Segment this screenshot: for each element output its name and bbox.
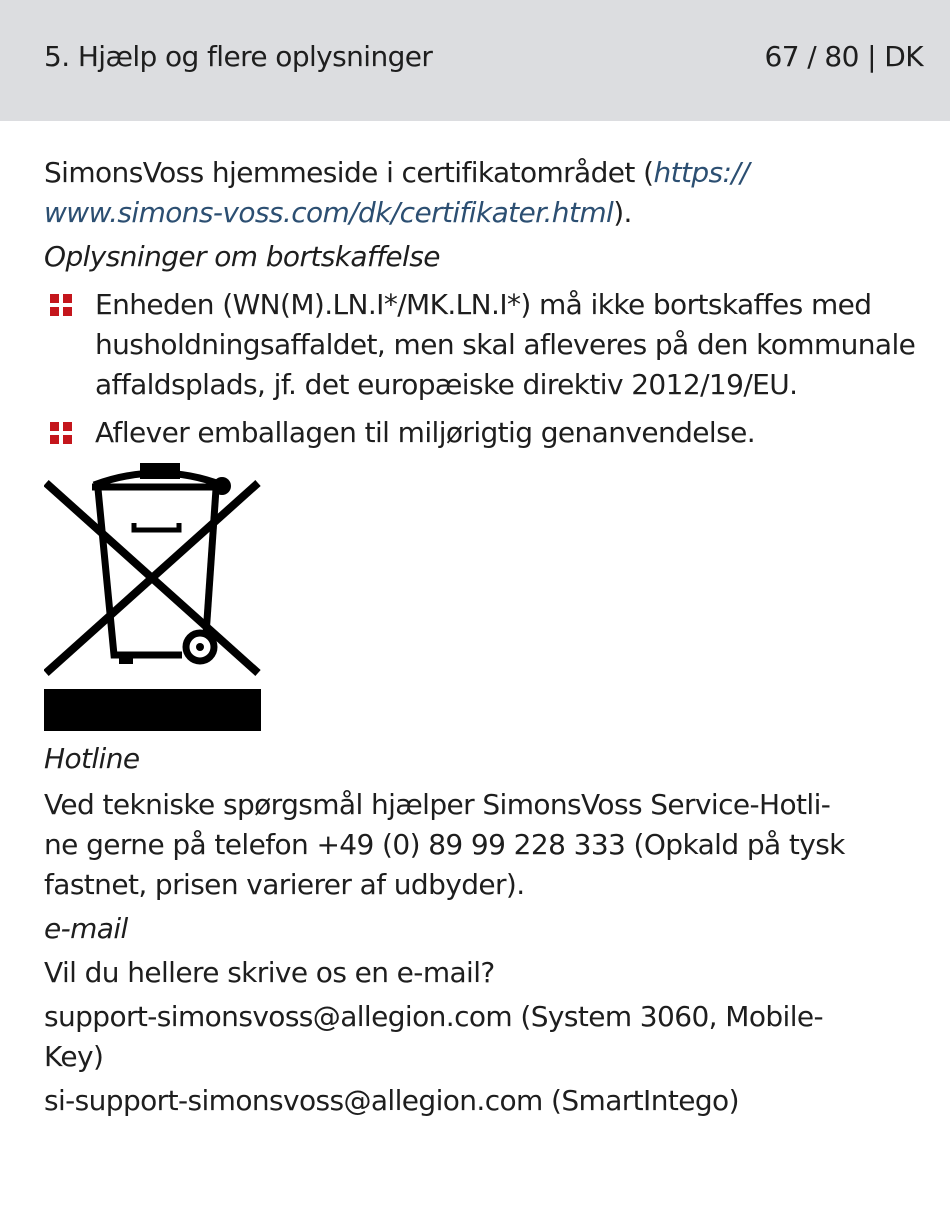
certificate-paragraph: [44, 153, 924, 233]
red-square-bullet-icon: [50, 422, 72, 444]
weee-black-bar: [44, 689, 261, 731]
section-title: 5. Hjælp og flere oplysninger: [44, 40, 433, 73]
hotline-line-2: ne gerne på telefon +49 (0) 89 99 228 333 (Opkald på tysk: [44, 828, 845, 861]
hotline-paragraph: [44, 785, 924, 905]
list-item: [44, 285, 924, 405]
email-1-line-1: support-simonsvoss@allegion.com (System 3060, Mobile-: [44, 1000, 824, 1033]
crossed-out-wheelie-bin-icon: [44, 463, 264, 681]
bullet-text: Enheden (WN(M).LN.I*/MK.LN.I*) må ikke bortskaffes med husholdningsaffaldet, men skal afleveres på den kommunale affaldsplads, jf. det europæiske direktiv 2012/19/EU.: [95, 288, 916, 401]
email-heading: e-mail: [44, 912, 128, 945]
hotline-heading: Hotline: [44, 742, 140, 775]
bullet-text: Aflever emballagen til miljørigtig genanvendelse.: [95, 416, 755, 449]
disposal-heading: Oplysninger om bortskaffelse: [44, 240, 440, 273]
red-square-bullet-icon: [50, 294, 72, 316]
hotline-line-1: Ved tekniske spørgsmål hjælper SimonsVoss Service-Hotli-: [44, 788, 831, 821]
email-prompt: Vil du hellere skrive os en e-mail?: [44, 956, 495, 989]
email-1-line-2: Key): [44, 1040, 104, 1073]
list-item: [44, 413, 924, 453]
certificate-link-part2[interactable]: www.simons-voss.com/dk/certifikater.html: [44, 196, 614, 229]
certificate-link-part1[interactable]: https://: [653, 156, 750, 189]
disposal-list: [44, 285, 924, 453]
page-header: [0, 0, 950, 121]
page-number: 67 / 80 | DK: [764, 40, 923, 73]
certificate-intro: SimonsVoss hjemmeside i certifikatområdet (: [44, 156, 654, 189]
email-address-1[interactable]: [44, 997, 924, 1077]
email-address-2[interactable]: si-support-simonsvoss@allegion.com (SmartIntego): [44, 1084, 739, 1117]
certificate-close: ).: [613, 196, 632, 229]
hotline-line-3: fastnet, prisen varierer af udbyder).: [44, 868, 525, 901]
page-content: [44, 153, 924, 1121]
